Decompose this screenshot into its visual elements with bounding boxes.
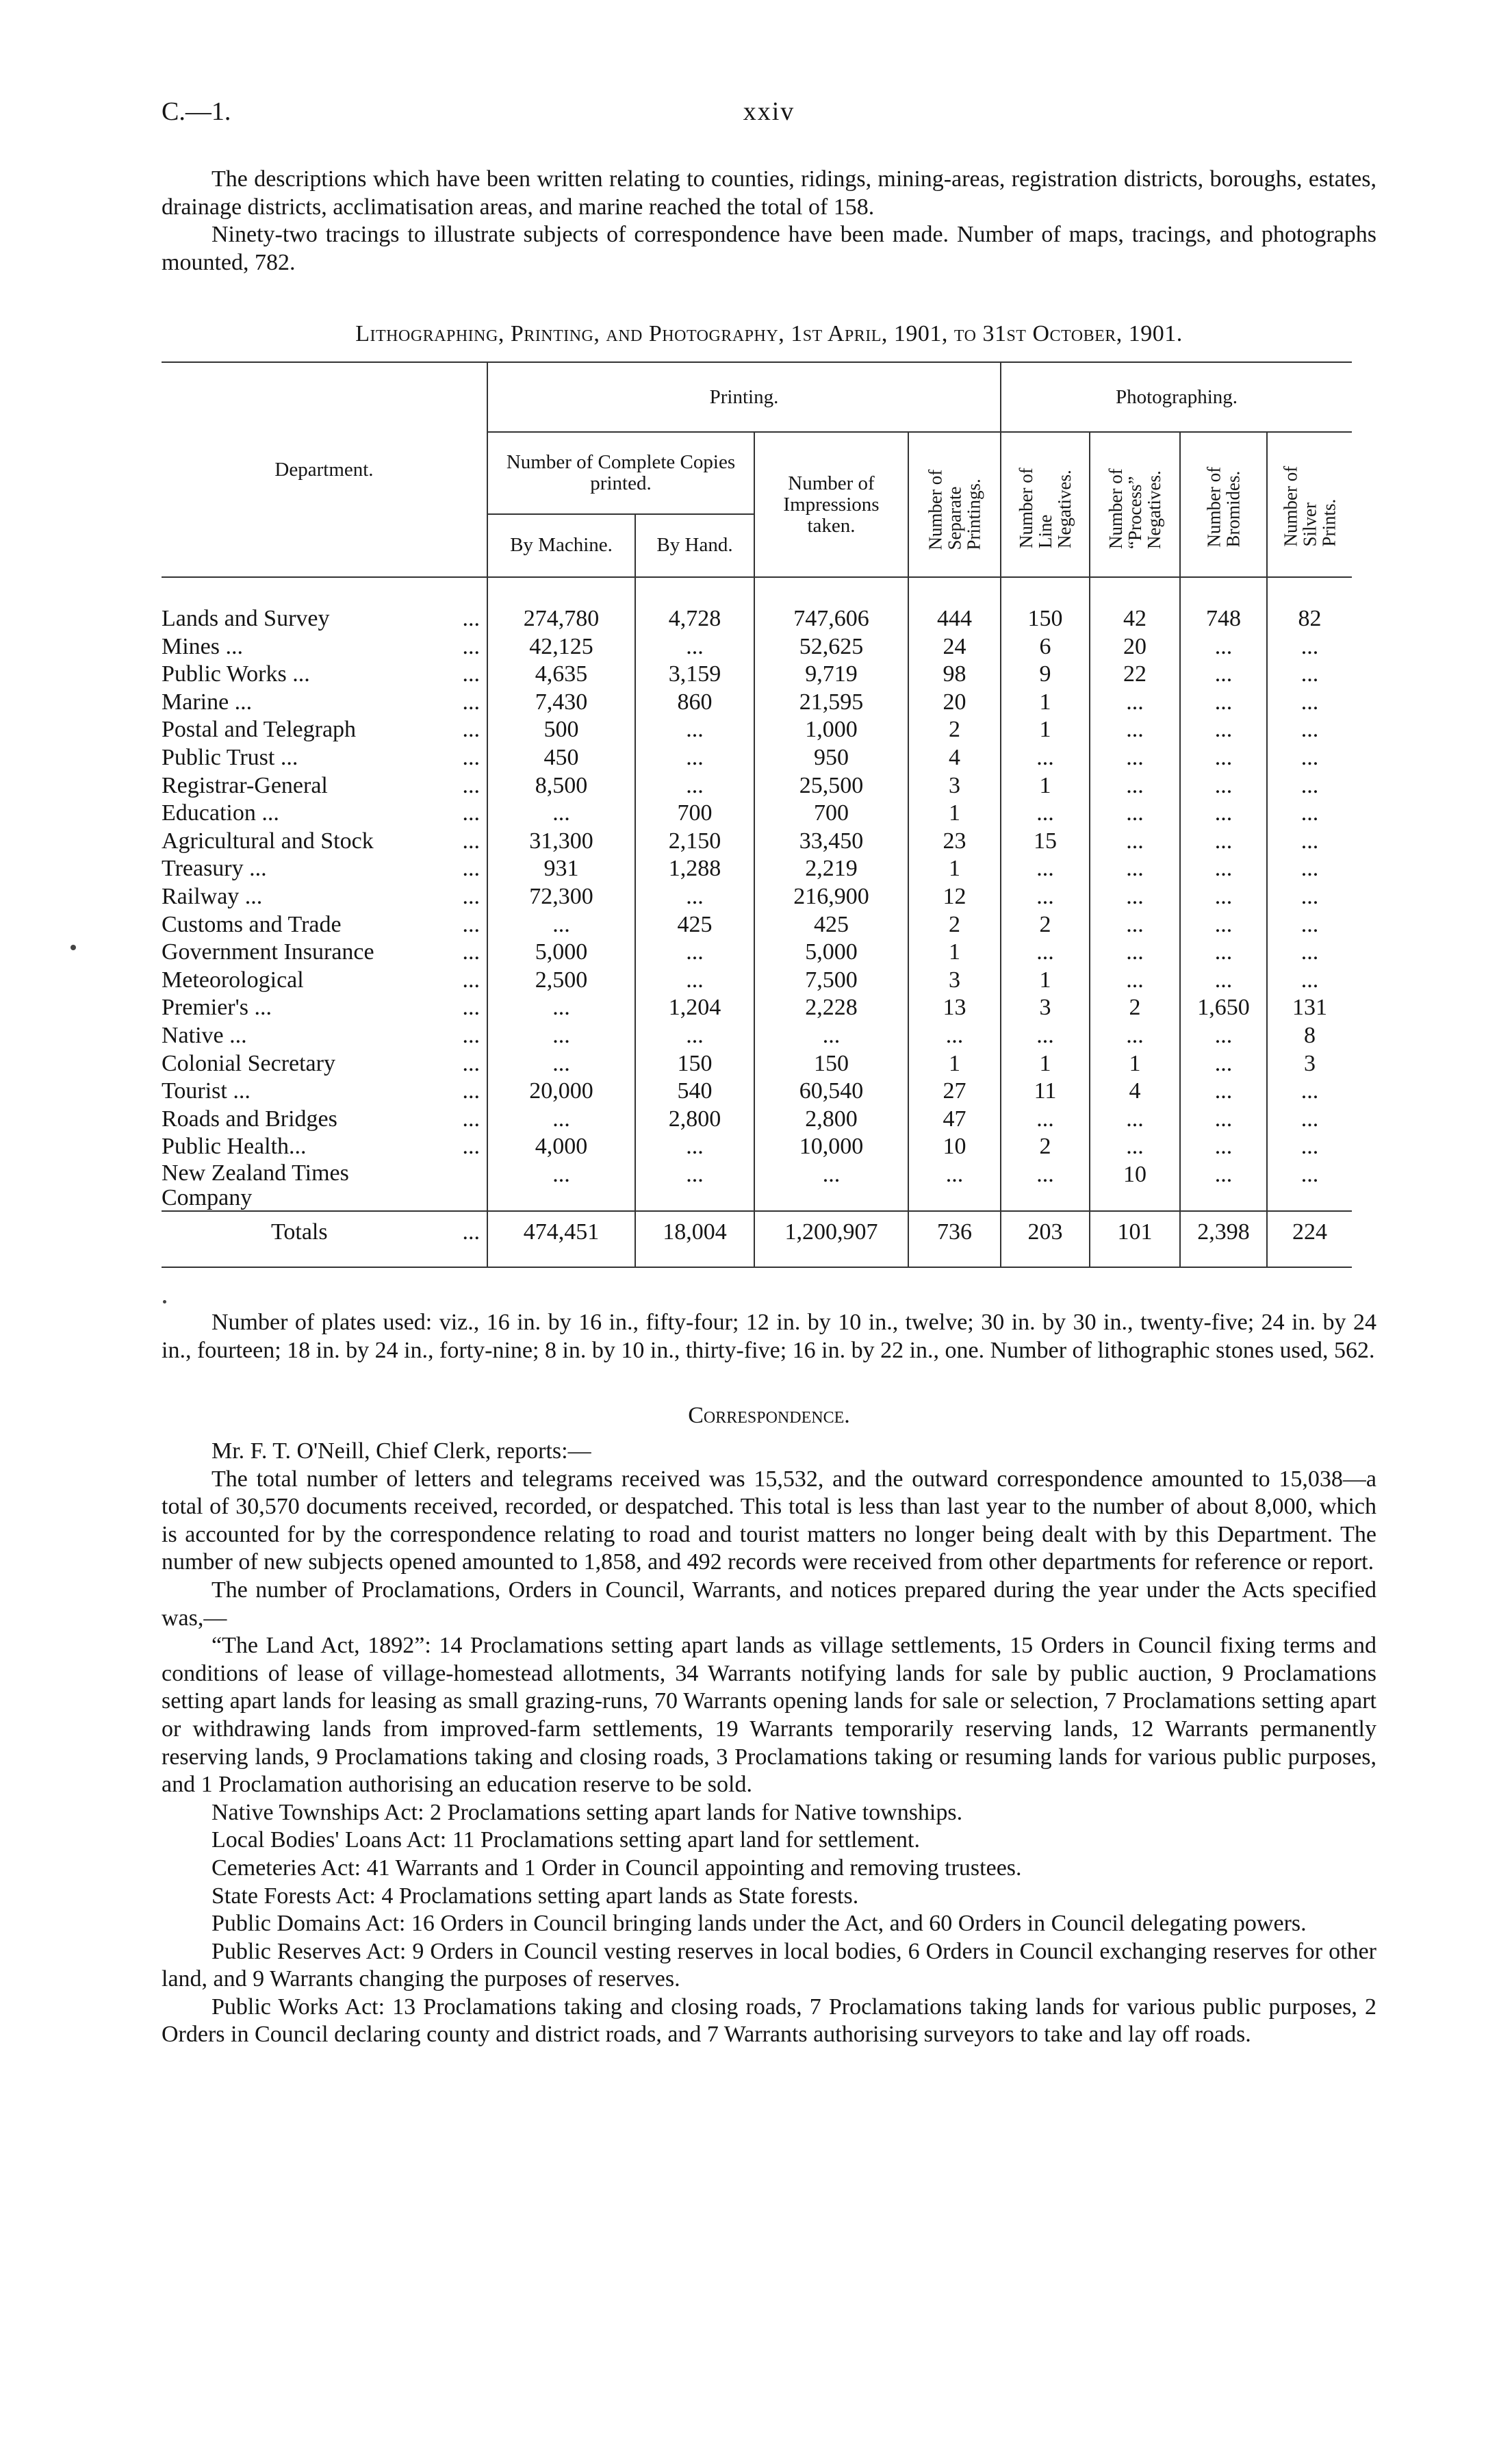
cell-sep: 13 <box>908 994 1001 1022</box>
col-header-line-negatives: Number of Line Negatives. <box>1001 432 1090 577</box>
cell-hand: ... <box>635 1022 754 1050</box>
cell-impr: 52,625 <box>754 633 908 661</box>
cell-line: ... <box>1001 1161 1090 1211</box>
cell-impr: 700 <box>754 800 908 828</box>
margin-dot-icon <box>71 945 76 950</box>
cell-impr: 950 <box>754 744 908 772</box>
cell-silver: ... <box>1300 689 1319 715</box>
cell-sep: 20 <box>908 689 1001 717</box>
col-header-by-hand: By Hand. <box>635 514 754 577</box>
table-row <box>162 967 1352 995</box>
cell-machine: 7,430 <box>487 689 635 717</box>
cell-total-brom: 2,398 <box>1180 1211 1267 1253</box>
correspondence-paragraph: Cemeteries Act: 41 Warrants and 1 Order in Council appointing and removing trustees. <box>212 1855 1022 1881</box>
cell-hand: 3,159 <box>635 661 754 689</box>
cell-department: ... Meteorological <box>162 967 487 995</box>
cell-impr: 10,000 <box>754 1133 908 1161</box>
cell-machine: 72,300 <box>487 883 635 911</box>
cell-impr: 33,450 <box>754 828 908 856</box>
cell-impr: 425 <box>754 911 908 939</box>
correspondence-paragraph: Public Domains Act: 16 Orders in Council bringing lands under the Act, and 60 Orders in Council delegating powers. <box>212 1911 1307 1937</box>
table-row <box>162 1078 1352 1106</box>
page-header <box>162 98 1376 133</box>
cell-line: ... <box>1001 883 1090 911</box>
cell-hand: ... <box>635 744 754 772</box>
cell-department: ... Public Works ... <box>162 661 487 689</box>
col-header-separate: Number of Separate Printings. <box>908 432 1001 577</box>
cell-silver: ... <box>1300 1161 1319 1187</box>
cell-line: 3 <box>1001 994 1090 1022</box>
cell-brom: ... <box>1180 967 1267 995</box>
cell-total-hand: 18,004 <box>635 1211 754 1253</box>
table-row <box>162 1022 1352 1050</box>
cell-sep: 10 <box>908 1133 1001 1161</box>
cell-proc: ... <box>1090 939 1180 967</box>
cell-brom: ... <box>1180 1078 1267 1106</box>
cell-department: ... Colonial Secretary <box>162 1050 487 1078</box>
cell-brom: ... <box>1180 772 1267 800</box>
plates-section <box>162 1309 1376 1364</box>
cell-proc: ... <box>1090 800 1180 828</box>
cell-impr: 21,595 <box>754 689 908 717</box>
cell-impr: 150 <box>754 1050 908 1078</box>
cell-department: ... Education ... <box>162 800 487 828</box>
cell-proc: ... <box>1090 828 1180 856</box>
cell-silver: ... <box>1300 717 1319 743</box>
cell-proc: ... <box>1090 772 1180 800</box>
cell-machine: 4,635 <box>487 661 635 689</box>
cell-machine: 2,500 <box>487 967 635 995</box>
table-row <box>162 1106 1352 1134</box>
correspondence-paragraph: Public Reserves Act: 9 Orders in Council vesting reserves in local bodies, 6 Orders in Council exchanging reserves for other land, and 9 Warrants changing the purposes of reserves. <box>162 1938 1376 1992</box>
cell-silver: 82 <box>1298 606 1322 631</box>
cell-brom: ... <box>1180 939 1267 967</box>
cell-line: 1 <box>1001 967 1090 995</box>
intro-section <box>162 166 1376 277</box>
cell-silver: ... <box>1300 911 1319 937</box>
cell-department: New Zealand Times Company <box>162 1161 487 1211</box>
col-header-process-negatives: Number of “Process” Negatives. <box>1090 432 1180 577</box>
cell-proc: ... <box>1090 1022 1180 1050</box>
cell-line: 1 <box>1001 689 1090 717</box>
cell-hand: 425 <box>635 911 754 939</box>
cell-silver: ... <box>1300 800 1319 826</box>
cell-proc: 10 <box>1090 1161 1180 1211</box>
cell-hand: ... <box>635 939 754 967</box>
cell-machine: ... <box>487 1106 635 1134</box>
cell-department: ... Lands and Survey <box>162 605 487 633</box>
table-row <box>162 605 1352 633</box>
cell-sep: 1 <box>908 800 1001 828</box>
cell-proc: 20 <box>1090 633 1180 661</box>
cell-sep: 47 <box>908 1106 1001 1134</box>
cell-department: ... Postal and Telegraph <box>162 716 487 744</box>
cell-machine: 500 <box>487 716 635 744</box>
table-row <box>162 855 1352 883</box>
cell-department: ... Customs and Trade <box>162 911 487 939</box>
cell-hand: ... <box>635 772 754 800</box>
cell-machine: ... <box>487 994 635 1022</box>
printing-table <box>162 361 1352 1268</box>
cell-silver: ... <box>1300 828 1319 854</box>
cell-sep: ... <box>908 1022 1001 1050</box>
cell-department: ... Treasury ... <box>162 855 487 883</box>
cell-silver: ... <box>1300 967 1319 993</box>
cell-proc: ... <box>1090 689 1180 717</box>
cell-sep: 3 <box>908 772 1001 800</box>
cell-proc: ... <box>1090 744 1180 772</box>
group-header-printing: Printing. <box>487 362 1001 432</box>
correspondence-paragraph: The number of Proclamations, Orders in Council, Warrants, and notices prepared during the year under the Acts specified was,— <box>162 1577 1376 1631</box>
table-row <box>162 1050 1352 1078</box>
cell-sep: 1 <box>908 855 1001 883</box>
cell-total-line: 203 <box>1001 1211 1090 1253</box>
cell-proc: 4 <box>1090 1078 1180 1106</box>
cell-brom: ... <box>1180 661 1267 689</box>
cell-impr: 2,219 <box>754 855 908 883</box>
cell-impr: 216,900 <box>754 883 908 911</box>
cell-proc: 42 <box>1090 605 1180 633</box>
cell-line: 150 <box>1001 605 1090 633</box>
cell-hand: 150 <box>635 1050 754 1078</box>
cell-impr: 9,719 <box>754 661 908 689</box>
col-header-department: Department. <box>162 362 487 577</box>
cell-line: ... <box>1001 855 1090 883</box>
cell-proc: ... <box>1090 911 1180 939</box>
table-row <box>162 772 1352 800</box>
table-row <box>162 1161 1352 1211</box>
cell-department: ... Public Health... <box>162 1133 487 1161</box>
correspondence-paragraph: State Forests Act: 4 Proclamations setting apart lands as State forests. <box>212 1883 859 1909</box>
correspondence-paragraph: Public Works Act: 13 Proclamations taking and closing roads, 7 Proclamations taking lands for various public purposes, 2 Orders in Council declaring county and district roads, and 7 Warrants authorising surveyors to take and lay off roads. <box>162 1994 1376 2048</box>
cell-sep: 4 <box>908 744 1001 772</box>
cell-machine: 274,780 <box>487 605 635 633</box>
cell-machine: ... <box>487 911 635 939</box>
cell-line: 1 <box>1001 716 1090 744</box>
cell-line: ... <box>1001 939 1090 967</box>
cell-proc: ... <box>1090 1106 1180 1134</box>
cell-silver: 8 <box>1304 1022 1316 1048</box>
cell-hand: ... <box>635 633 754 661</box>
cell-brom: 748 <box>1180 605 1267 633</box>
cell-line: 1 <box>1001 1050 1090 1078</box>
cell-line: ... <box>1001 1106 1090 1134</box>
cell-silver: ... <box>1300 1078 1319 1104</box>
col-header-bromides: Number of Bromides. <box>1180 432 1267 577</box>
cell-line: 6 <box>1001 633 1090 661</box>
table-row <box>162 744 1352 772</box>
cell-hand: 1,204 <box>635 994 754 1022</box>
cell-line: 2 <box>1001 1133 1090 1161</box>
cell-line: 9 <box>1001 661 1090 689</box>
cell-line: 1 <box>1001 772 1090 800</box>
cell-machine: 4,000 <box>487 1133 635 1161</box>
table-row <box>162 661 1352 689</box>
cell-silver: ... <box>1300 939 1319 965</box>
plates-paragraph: Number of plates used: viz., 16 in. by 16 in., fifty-four; 12 in. by 10 in., twelve; 30 in. by 30 in., twenty-five; 24 in. by 24 in., fourteen; 18 in. by 24 in., forty-nine; 8 in. by 10 in., thirty-five; 16 in. by 22 in., one. Number of lithographic stones used, 562. <box>162 1310 1376 1363</box>
cell-line: 11 <box>1001 1078 1090 1106</box>
table-row <box>162 633 1352 661</box>
table-row <box>162 716 1352 744</box>
table-row <box>162 689 1352 717</box>
cell-machine: ... <box>487 1022 635 1050</box>
cell-impr: 5,000 <box>754 939 908 967</box>
intro-paragraph-1: The descriptions which have been written relating to counties, ridings, mining-areas, registration districts, boroughs, estates, drainage districts, acclimatisation areas, and marine reached the total of 158. <box>162 166 1376 220</box>
cell-machine: 450 <box>487 744 635 772</box>
cell-brom: ... <box>1180 828 1267 856</box>
cell-silver: ... <box>1300 661 1319 687</box>
cell-line: ... <box>1001 800 1090 828</box>
cell-hand: ... <box>635 883 754 911</box>
table-row <box>162 800 1352 828</box>
cell-line: ... <box>1001 744 1090 772</box>
cell-impr: 2,228 <box>754 994 908 1022</box>
cell-sep: 444 <box>908 605 1001 633</box>
correspondence-heading: Correspondence. <box>688 1403 850 1428</box>
table-title: Lithographing, Printing, and Photography, 1st April, 1901, to 31st October, 1901. <box>355 321 1183 346</box>
page-ref: C.—1. <box>162 97 231 126</box>
cell-brom: ... <box>1180 911 1267 939</box>
intro-paragraph-2: Ninety-two tracings to illustrate subjects of correspondence have been made. Number of maps, tracings, and photographs mounted, 782. <box>162 222 1376 275</box>
cell-hand: 2,150 <box>635 828 754 856</box>
cell-hand: 540 <box>635 1078 754 1106</box>
group-header-photographing: Photographing. <box>1001 362 1352 432</box>
cell-brom: ... <box>1180 883 1267 911</box>
cell-brom: ... <box>1180 716 1267 744</box>
cell-machine: 31,300 <box>487 828 635 856</box>
table-row <box>162 939 1352 967</box>
cell-sep: 2 <box>908 911 1001 939</box>
cell-department: ... Native ... <box>162 1022 487 1050</box>
cell-brom: ... <box>1180 855 1267 883</box>
cell-brom: ... <box>1180 800 1267 828</box>
cell-total-silver: 224 <box>1267 1211 1352 1253</box>
table-row <box>162 994 1352 1022</box>
cell-machine: ... <box>487 1161 635 1211</box>
cell-sep: 12 <box>908 883 1001 911</box>
cell-brom: ... <box>1180 1161 1267 1211</box>
correspondence-paragraph: “The Land Act, 1892”: 14 Proclamations setting apart lands as village settlements, 15 Orders in Council fixing terms and conditions of lease of village-homestead allotments, 34 Warrants notifying lands for sale by public auction, 9 Proclamations setting apart lands for leasing as small grazing-runs, 70 Warrants opening lands for sale or selection, 7 Proclamations setting apart or withdrawing lands from improved-farm settlements, 19 Warrants temporarily reserving lands, 12 Warrants permanently reserving lands, 9 Proclamations taking and closing roads, 3 Proclamations taking or resuming lands for various public purposes, and 1 Proclamation authorising an education reserve to be sold. <box>162 1633 1376 1798</box>
cell-silver: ... <box>1300 633 1319 659</box>
correspondence-section <box>162 1438 1376 2049</box>
table-row <box>162 1133 1352 1161</box>
cell-sep: 27 <box>908 1078 1001 1106</box>
cell-hand: 4,728 <box>635 605 754 633</box>
cell-department: ... Marine ... <box>162 689 487 717</box>
cell-impr: 60,540 <box>754 1078 908 1106</box>
cell-hand: ... <box>635 716 754 744</box>
cell-silver: ... <box>1300 1134 1319 1160</box>
cell-silver: ... <box>1300 883 1319 909</box>
cell-hand: 2,800 <box>635 1106 754 1134</box>
cell-proc: ... <box>1090 855 1180 883</box>
table-row <box>162 828 1352 856</box>
cell-department: ... Government Insurance <box>162 939 487 967</box>
cell-impr: ... <box>754 1022 908 1050</box>
col-header-by-machine: By Machine. <box>487 514 635 577</box>
cell-department: ... Mines ... <box>162 633 487 661</box>
cell-hand: ... <box>635 967 754 995</box>
cell-proc: 1 <box>1090 1050 1180 1078</box>
cell-line: ... <box>1001 1022 1090 1050</box>
cell-sep: 3 <box>908 967 1001 995</box>
cell-brom: 1,650 <box>1180 994 1267 1022</box>
cell-sep: 98 <box>908 661 1001 689</box>
cell-machine: 8,500 <box>487 772 635 800</box>
cell-department: ... Agricultural and Stock <box>162 828 487 856</box>
cell-silver: ... <box>1300 772 1319 798</box>
cell-brom: ... <box>1180 689 1267 717</box>
cell-machine: ... <box>487 800 635 828</box>
cell-hand: ... <box>635 1133 754 1161</box>
cell-machine: 20,000 <box>487 1078 635 1106</box>
cell-total-sep: 736 <box>908 1211 1001 1253</box>
cell-sep: ... <box>908 1161 1001 1211</box>
cell-impr: 1,000 <box>754 716 908 744</box>
cell-brom: ... <box>1180 1050 1267 1078</box>
table-row <box>162 911 1352 939</box>
cell-proc: 22 <box>1090 661 1180 689</box>
cell-total-impr: 1,200,907 <box>754 1211 908 1253</box>
correspondence-paragraph: Mr. F. T. O'Neill, Chief Clerk, reports:— <box>212 1438 591 1464</box>
cell-department: ... Public Trust ... <box>162 744 487 772</box>
cell-line: 15 <box>1001 828 1090 856</box>
correspondence-paragraph: The total number of letters and telegrams received was 15,532, and the outward correspondence amounted to 15,038—a total of 30,570 documents received, recorded, or despatched. This total is less than last year to the number of about 8,000, which is accounted for by the correspondence relating to road and tourist matters no longer being dealt with by this Department. The number of new subjects opened amounted to 1,858, and 492 records were received from other departments for reference or report. <box>162 1466 1376 1575</box>
cell-hand: 1,288 <box>635 855 754 883</box>
cell-hand: 700 <box>635 800 754 828</box>
cell-impr: ... <box>754 1161 908 1211</box>
cell-brom: ... <box>1180 744 1267 772</box>
cell-machine: 42,125 <box>487 633 635 661</box>
cell-silver: 131 <box>1292 995 1327 1021</box>
cell-silver: ... <box>1300 744 1319 770</box>
cell-silver: ... <box>1300 856 1319 882</box>
col-header-impressions: Number of Impressions taken. <box>754 432 908 577</box>
cell-department: ... Roads and Bridges <box>162 1106 487 1134</box>
margin-dot-icon <box>163 1300 166 1303</box>
cell-machine: 931 <box>487 855 635 883</box>
cell-sep: 23 <box>908 828 1001 856</box>
cell-total-machine: 474,451 <box>487 1211 635 1253</box>
cell-hand: ... <box>635 1161 754 1211</box>
cell-impr: 7,500 <box>754 967 908 995</box>
table-row <box>162 883 1352 911</box>
cell-brom: ... <box>1180 1022 1267 1050</box>
col-header-silver-prints: Number of Silver Prints. <box>1267 432 1352 577</box>
cell-proc: 2 <box>1090 994 1180 1022</box>
cell-impr: 2,800 <box>754 1106 908 1134</box>
cell-totals-label: ... Totals <box>162 1211 487 1253</box>
cell-machine: 5,000 <box>487 939 635 967</box>
page-number: xxiv <box>743 97 795 126</box>
cell-department: ... Registrar-General <box>162 772 487 800</box>
correspondence-paragraph: Native Townships Act: 2 Proclamations setting apart lands for Native townships. <box>212 1799 963 1825</box>
totals-row <box>162 1211 1352 1253</box>
cell-sep: 2 <box>908 716 1001 744</box>
correspondence-paragraph: Local Bodies' Loans Act: 11 Proclamations setting apart land for settlement. <box>212 1827 921 1853</box>
col-header-complete-copies: Number of Complete Copies printed. <box>487 432 754 514</box>
cell-department: ... Railway ... <box>162 883 487 911</box>
cell-proc: ... <box>1090 1133 1180 1161</box>
cell-department: ... Premier's ... <box>162 994 487 1022</box>
cell-line: 2 <box>1001 911 1090 939</box>
cell-proc: ... <box>1090 716 1180 744</box>
cell-sep: 24 <box>908 633 1001 661</box>
cell-silver: ... <box>1300 1106 1319 1132</box>
cell-brom: ... <box>1180 1133 1267 1161</box>
cell-sep: 1 <box>908 939 1001 967</box>
cell-brom: ... <box>1180 1106 1267 1134</box>
cell-proc: ... <box>1090 883 1180 911</box>
cell-impr: 25,500 <box>754 772 908 800</box>
cell-brom: ... <box>1180 633 1267 661</box>
cell-proc: ... <box>1090 967 1180 995</box>
cell-hand: 860 <box>635 689 754 717</box>
cell-machine: ... <box>487 1050 635 1078</box>
cell-impr: 747,606 <box>754 605 908 633</box>
cell-total-proc: 101 <box>1090 1211 1180 1253</box>
cell-sep: 1 <box>908 1050 1001 1078</box>
cell-department: ... Tourist ... <box>162 1078 487 1106</box>
cell-silver: 3 <box>1304 1050 1316 1076</box>
